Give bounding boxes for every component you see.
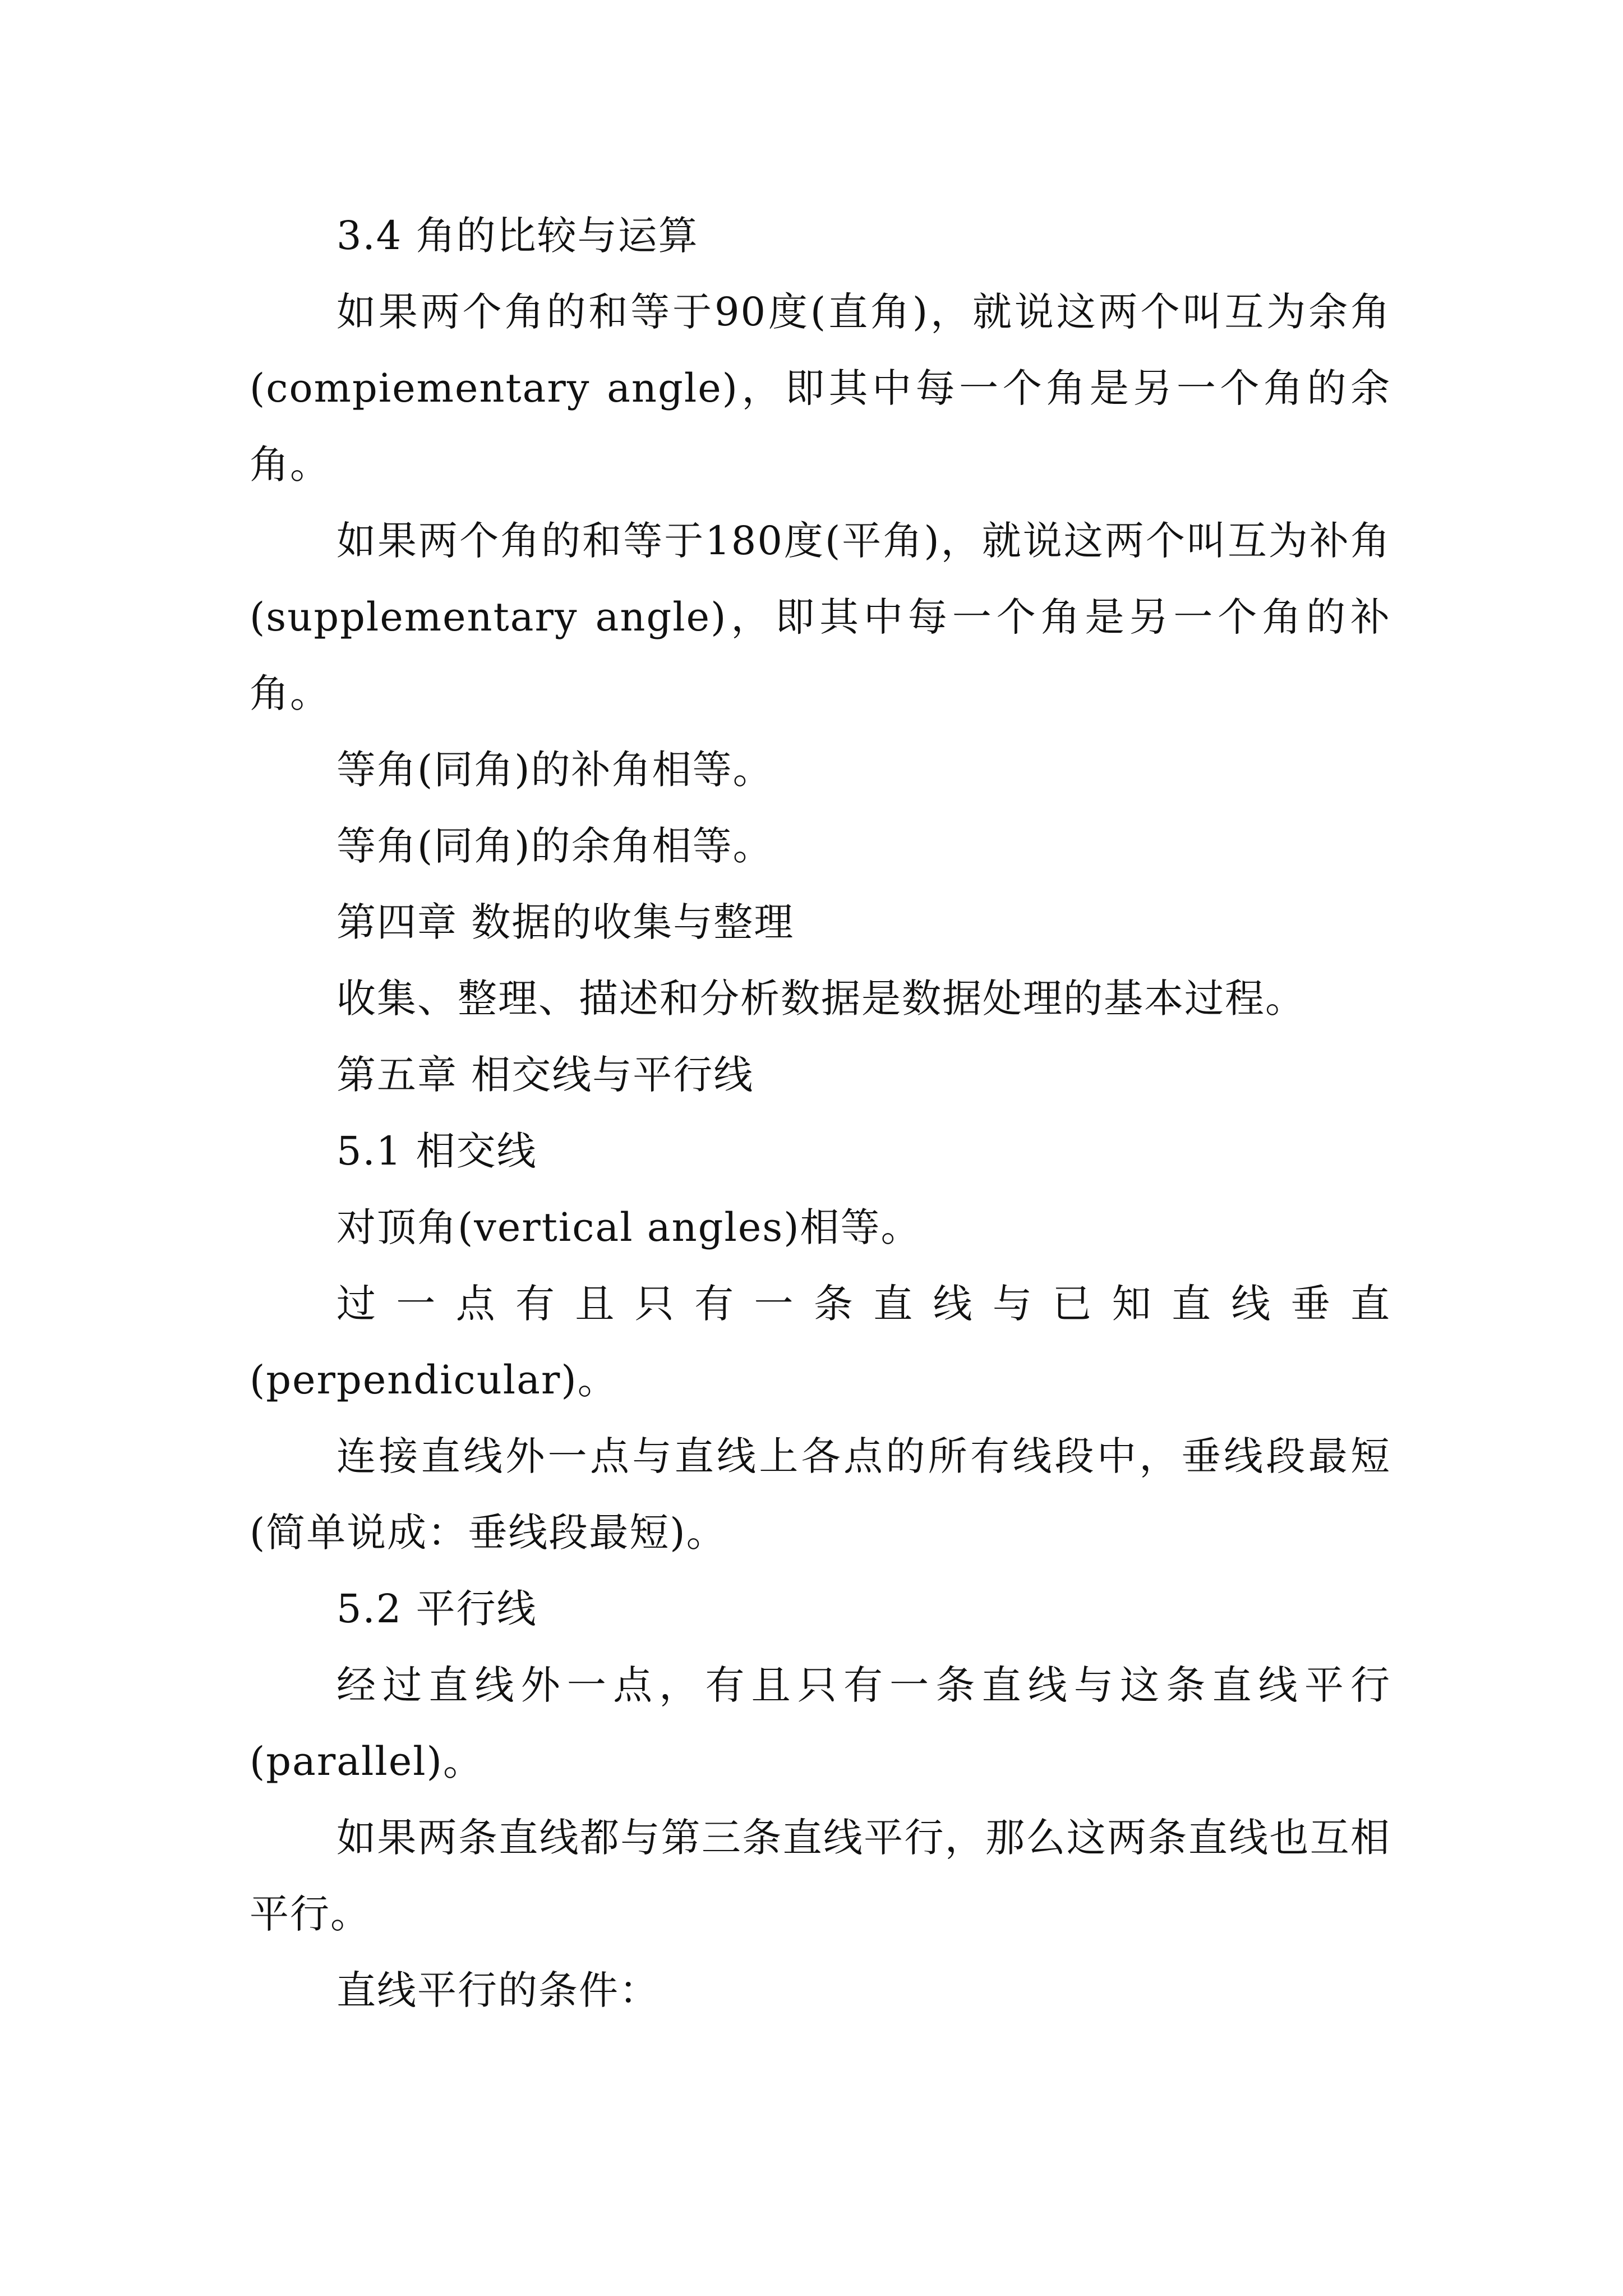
chapter-heading-5: 第五章 相交线与平行线 [336,1052,754,1098]
paragraph-perpendicular: 过一点有且只有一条直线与已知直线垂直(perpendicular)。 [250,1281,1391,1403]
paragraph-equal-complements: 等角(同角)的余角相等。 [336,823,773,869]
document-body [250,197,1391,2028]
paragraph-shortest-segment: 连接直线外一点与直线上各点的所有线段中，垂线段最短(简单说成：垂线段最短)。 [250,1433,1391,1556]
paragraph-equal-supplements: 等角(同角)的补角相等。 [336,747,773,793]
paragraph-supplementary-angles: 如果两个角的和等于180度(平角)，就说这两个叫互为补角(supplementary angle)，即其中每一个角是另一个角的补角。 [250,518,1391,716]
section-heading-5-1: 5.1 相交线 [336,1128,537,1174]
paragraph-complementary-angles: 如果两个角的和等于90度(直角)，就说这两个叫互为余角(compiementary angle)，即其中每一个角是另一个角的余角。 [250,289,1391,487]
paragraph-parallel-conditions: 直线平行的条件： [336,1967,660,2013]
paragraph-data-process: 收集、整理、描述和分析数据是数据处理的基本过程。 [336,976,1306,1022]
section-heading-3-4: 3.4 角的比较与运算 [336,213,699,259]
paragraph-parallel-postulate: 经过直线外一点，有且只有一条直线与这条直线平行(parallel)。 [250,1662,1391,1784]
chapter-heading-4: 第四章 数据的收集与整理 [336,899,795,945]
section-heading-5-2: 5.2 平行线 [336,1586,537,1632]
paragraph-vertical-angles: 对顶角(vertical angles)相等。 [336,1204,921,1250]
paragraph-transitive-parallel: 如果两条直线都与第三条直线平行，那么这两条直线也互相平行。 [250,1815,1391,1937]
